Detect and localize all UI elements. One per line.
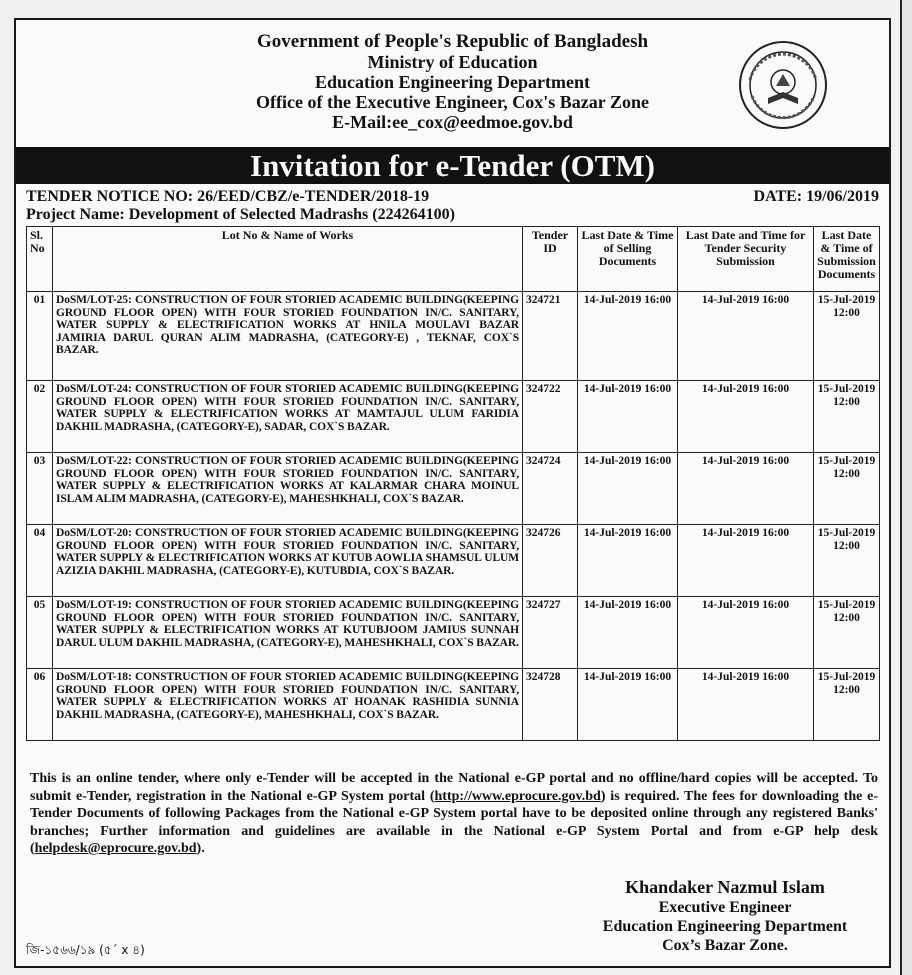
reference-code: জি-১৫৬৬/১৯ (৫´ x ৪) xyxy=(26,943,145,957)
table-row xyxy=(27,453,880,525)
department-line: Education Engineering Department xyxy=(314,72,590,92)
header-name: Lot No & Name of Works xyxy=(53,227,523,292)
row-security-date: 14-Jul-2019 16:00 xyxy=(678,597,814,669)
row-selling-date: 14-Jul-2019 16:00 xyxy=(578,292,678,381)
header-tender-id: Tender ID xyxy=(523,227,578,292)
instructions-part-2: ) is required. The fees for downloading the e-Tender Documents of following Packages from the National e-GP System portal have to be deposited online through any registered Banks' branches; Further information and guidelines are available in the National e-GP System Portal and from e-GP help desk ( xyxy=(30,788,878,856)
signatory-place: Cox’s Bazar Zone. xyxy=(662,937,788,954)
row-work-name: DoSM/LOT-19: CONSTRUCTION OF FOUR STORIED ACADEMIC BUILDING(KEEPING GROUND FLOOR OPEN) WITH FOUR STORIED FOUNDATION IN/C. SANITARY, WATER SUPPLY & ELECTRIFICATION WORKS AT KUTUBJOOM JAMIUS SUNNAH DARUL ULUM DAKHIL MADRASHA, (CATEGORY-E), MAHESHKHALI, COX`S BAZAR. xyxy=(53,597,523,669)
office-line: Office of the Executive Engineer, Cox's Bazar Zone xyxy=(256,92,649,112)
row-sl: 02 xyxy=(27,381,53,453)
row-sl: 01 xyxy=(27,292,53,381)
table-header-row xyxy=(27,227,880,292)
row-tender-id: 324727 xyxy=(523,597,578,669)
row-selling-date: 14-Jul-2019 16:00 xyxy=(578,669,678,741)
instructions-part-3: ). xyxy=(196,841,205,856)
project-name: Project Name: Development of Selected Madrashs (224264100) xyxy=(26,206,455,223)
row-tender-id: 324724 xyxy=(523,453,578,525)
row-security-date: 14-Jul-2019 16:00 xyxy=(678,453,814,525)
row-submission-date: 15-Jul-2019 12:00 xyxy=(814,453,880,525)
row-submission-date: 15-Jul-2019 12:00 xyxy=(814,525,880,597)
eprocure-portal-link[interactable]: http://www.eprocure.gov.bd xyxy=(434,788,601,804)
table-row xyxy=(27,597,880,669)
department-seal-icon xyxy=(738,40,828,130)
row-sl: 06 xyxy=(27,669,53,741)
row-tender-id: 324726 xyxy=(523,525,578,597)
row-work-name: DoSM/LOT-25: CONSTRUCTION OF FOUR STORIED ACADEMIC BUILDING(KEEPING GROUND FLOOR OPEN) WITH FOUR STORIED FOUNDATION IN/C. SANITARY, WATER SUPPLY & ELECTRIFICATION WORKS AT HNILA MOULAVI BAZAR JAMIRIA DARUL QURAN ALIM MADRASHA, (CATEGORY-E) , TEKNAF, COX`S BAZAR. xyxy=(53,292,523,381)
row-work-name: DoSM/LOT-24: CONSTRUCTION OF FOUR STORIED ACADEMIC BUILDING(KEEPING GROUND FLOOR OPEN) WITH FOUR STORIED FOUNDATION IN/C. SANITARY, WATER SUPPLY & ELECTRIFICATION WORKS AT MAMTAJUL ULUM FARIDIA DAKHIL MADRASHA, (CATEGORY-E), SADAR, COX`S BAZAR. xyxy=(53,381,523,453)
row-security-date: 14-Jul-2019 16:00 xyxy=(678,292,814,381)
row-work-name: DoSM/LOT-20: CONSTRUCTION OF FOUR STORIED ACADEMIC BUILDING(KEEPING GROUND FLOOR OPEN) WITH FOUR STORIED FOUNDATION IN/C. SANITARY, WATER SUPPLY & ELECTRIFICATION WORKS AT KUTUB AOWLIA SHAMSUL ULUM AZIZIA DAKHIL MADRASHA, (CATEGORY-E), KUTUBDIA, COX`S BAZAR. xyxy=(53,525,523,597)
table-row xyxy=(27,381,880,453)
row-work-name: DoSM/LOT-22: CONSTRUCTION OF FOUR STORIED ACADEMIC BUILDING(KEEPING GROUND FLOOR OPEN) WITH FOUR STORIED FOUNDATION IN/C. SANITARY, WATER SUPPLY & ELECTRIFICATION WORKS AT KALARMAR CHARA MOINUL ISLAM ALIM MADRASHA, (CATEGORY-E), MAHESHKHALI, COX`S BAZAR. xyxy=(53,453,523,525)
row-submission-date: 15-Jul-2019 12:00 xyxy=(814,669,880,741)
row-selling-date: 14-Jul-2019 16:00 xyxy=(578,525,678,597)
row-sl: 04 xyxy=(27,525,53,597)
row-selling-date: 14-Jul-2019 16:00 xyxy=(578,453,678,525)
table-row xyxy=(27,525,880,597)
header-submission-date: Last Date & Time of Submission Documents xyxy=(814,227,880,292)
email-line: E-Mail:ee_cox@eedmoe.gov.bd xyxy=(332,112,573,132)
ministry-line: Ministry of Education xyxy=(367,52,538,72)
notice-date: DATE: 19/06/2019 xyxy=(753,188,879,205)
table-row xyxy=(27,669,880,741)
header-security-date: Last Date and Time for Tender Security Submission xyxy=(678,227,814,292)
row-selling-date: 14-Jul-2019 16:00 xyxy=(578,597,678,669)
row-work-name: DoSM/LOT-18: CONSTRUCTION OF FOUR STORIED ACADEMIC BUILDING(KEEPING GROUND FLOOR OPEN) WITH FOUR STORIED FOUNDATION IN/C. SANITARY, WATER SUPPLY & ELECTRIFICATION WORKS AT HOANAK RASHIDIA SUNNIA DAKHIL MADRASHA, (CATEGORY-E), MAHESHKHALI, COX`S BAZAR. xyxy=(53,669,523,741)
helpdesk-email-link[interactable]: helpdesk@eprocure.gov.bd xyxy=(34,841,197,856)
instructions-part-1: This is an online tender, where only e-Tender will be accepted in the National e-GP portal and no offline/hard copies will be accepted. To submit e-Tender, registration in the National e-GP System portal ( xyxy=(30,771,878,804)
row-submission-date: 15-Jul-2019 12:00 xyxy=(814,292,880,381)
signatory-title: Executive Engineer xyxy=(658,899,792,916)
row-submission-date: 15-Jul-2019 12:00 xyxy=(814,381,880,453)
signatory-department: Education Engineering Department xyxy=(602,918,848,935)
row-selling-date: 14-Jul-2019 16:00 xyxy=(578,381,678,453)
tender-notice-sheet xyxy=(14,18,891,968)
row-tender-id: 324728 xyxy=(523,669,578,741)
page-edge xyxy=(900,0,912,975)
table-row xyxy=(27,292,880,381)
row-security-date: 14-Jul-2019 16:00 xyxy=(678,669,814,741)
signature-block xyxy=(575,876,875,955)
works-table xyxy=(26,226,880,741)
row-security-date: 14-Jul-2019 16:00 xyxy=(678,381,814,453)
row-tender-id: 324722 xyxy=(523,381,578,453)
header-selling-date: Last Date & Time of Selling Documents xyxy=(578,227,678,292)
row-security-date: 14-Jul-2019 16:00 xyxy=(678,525,814,597)
tender-instructions xyxy=(30,770,878,858)
government-line: Government of People's Republic of Bangladesh xyxy=(256,31,649,52)
row-tender-id: 324721 xyxy=(523,292,578,381)
signatory-name: Khandaker Nazmul Islam xyxy=(625,877,825,897)
row-submission-date: 15-Jul-2019 12:00 xyxy=(814,597,880,669)
tender-notice-number: TENDER NOTICE NO: 26/EED/CBZ/e-TENDER/2018-19 xyxy=(26,188,430,205)
row-sl: 05 xyxy=(27,597,53,669)
row-sl: 03 xyxy=(27,453,53,525)
tender-title-banner: Invitation for e-Tender (OTM) xyxy=(16,147,889,184)
header-sl: Sl. No xyxy=(27,227,53,292)
